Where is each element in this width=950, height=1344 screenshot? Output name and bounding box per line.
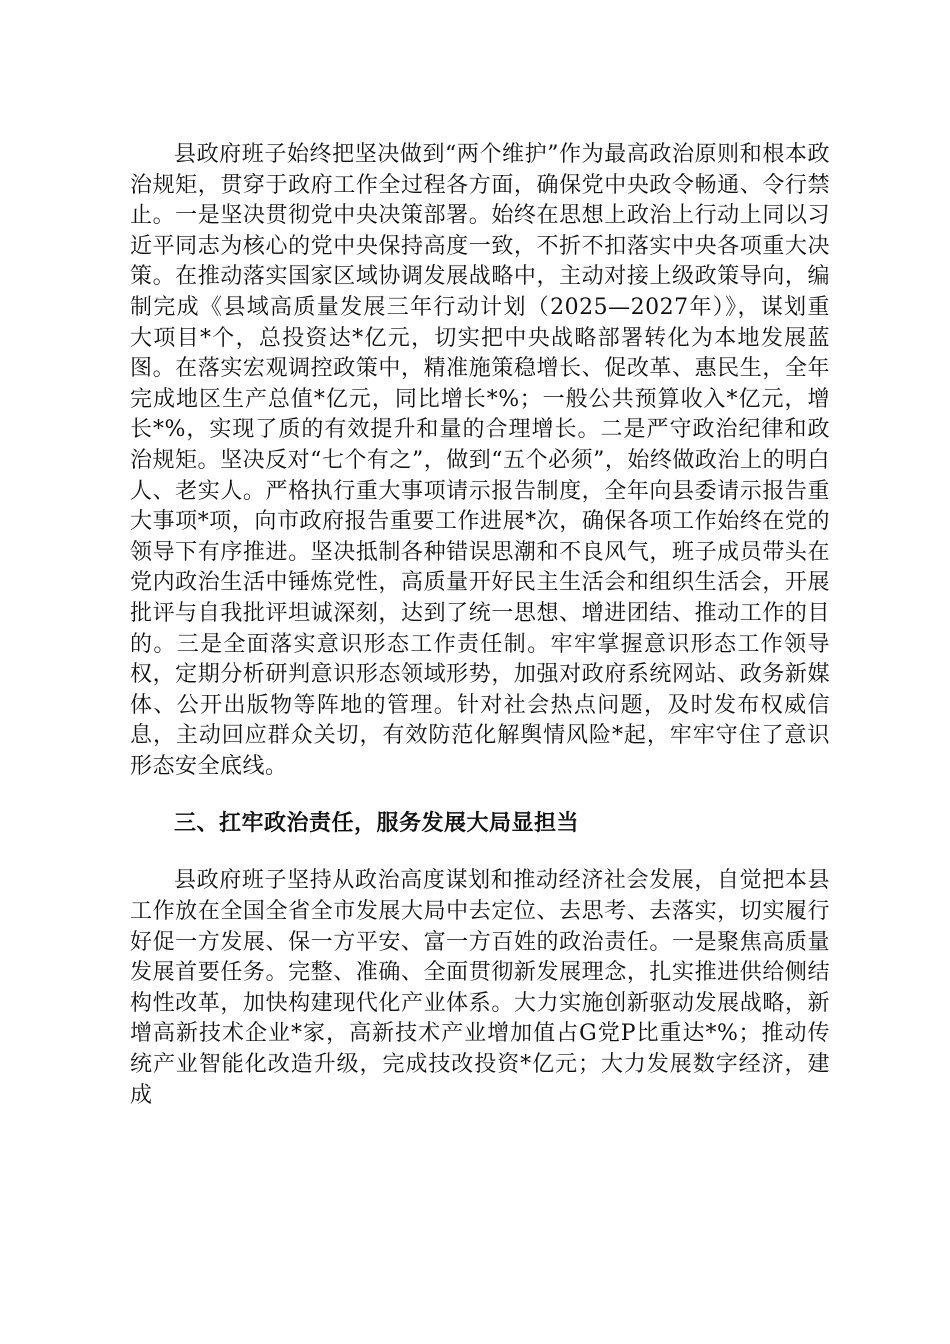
- body-paragraph-political-loyalty: 县政府班子始终把坚决做到“两个维护”作为最高政治原则和根本政治规矩，贯穿于政府工作全过程各方面，确保党中央政令畅通、令行禁止。一是坚决贯彻党中央决策部署。始终在思想上政治上行动上同以习近平同志为核心的党中央保持高度一致，不折不扣落实中央各项重大决策。在推动落实国家区域协调发展战略中，主动对接上级政策导向，编制完成《县域高质量发展三年行动计划（2025—2027年）》，谋划重大项目*个，总投资达*亿元，切实把中央战略部署转化为本地发展蓝图。在落实宏观调控政策中，精准施策稳增长、促改革、惠民生，全年完成地区生产总值*亿元，同比增长*%；一般公共预算收入*亿元，增长*%，实现了质的有效提升和量的合理增长。二是严守政治纪律和政治规矩。坚决反对“七个有之”，做到“五个必须”，始终做政治上的明白人、老实人。严格执行重大事项请示报告制度，全年向县委请示报告重大事项*项，向市政府报告重要工作进展*次，确保各项工作始终在党的领导下有序推进。坚决抵制各种错误思潮和不良风气，班子成员带头在党内政治生活中锤炼党性，高质量开好民主生活会和组织生活会，开展批评与自我批评坦诚深刻，达到了统一思想、增进团结、推动工作的目的。三是全面落实意识形态工作责任制。牢牢掌握意识形态工作领导权，定期分析研判意识形态领域形势，加强对政府系统网站、政务新媒体、公开出版物等阵地的管理。针对社会热点问题，及时发布权威信息，主动回应群众关切，有效防范化解舆情风险*起，牢牢守住了意识形态安全底线。: [130, 142, 830, 779]
- section-heading-3: 三、扛牢政治责任，服务发展大局显担当: [174, 810, 580, 837]
- body-paragraph-development: 县政府班子坚持从政治高度谋划和推动经济社会发展，自觉把本县工作放在全国全省全市发展大局中去定位、去思考、去落实，切实履行好促一方发展、保一方平安、富一方百姓的政治责任。一是聚焦高质量发展首要任务。完整、准确、全面贯彻新发展理念，扎实推进供给侧结构性改革，加快构建现代化产业体系。大力实施创新驱动发展战略，新增高新技术企业*家，高新技术产业增加值占G党P比重达*%；推动传统产业智能化改造升级，完成技改投资*亿元；大力发展数字经济，建成: [130, 868, 830, 1108]
- document-page: [130, 140, 830, 1111]
